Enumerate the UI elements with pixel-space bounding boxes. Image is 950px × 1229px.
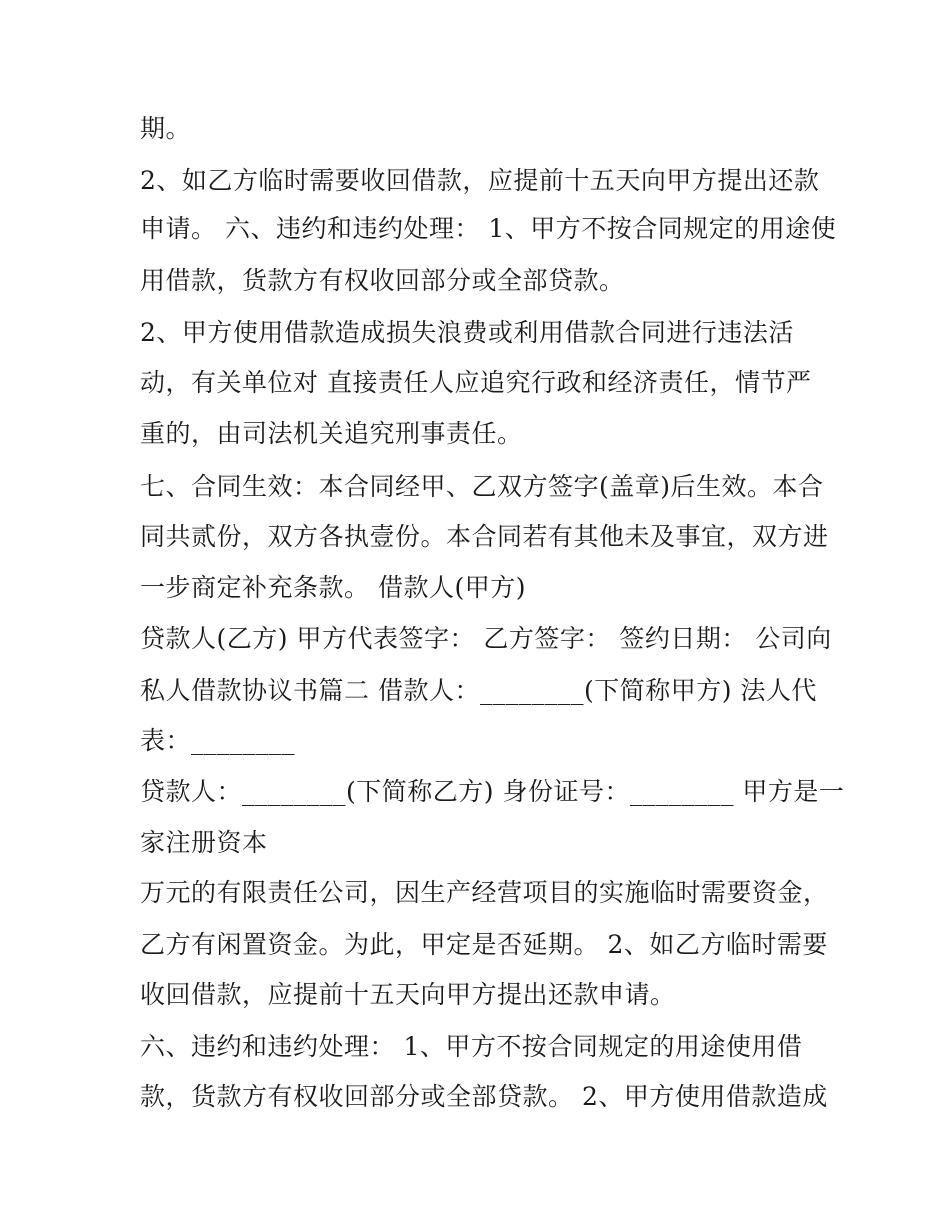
- text-line: 重的，由司法机关追究刑事责任。: [140, 419, 523, 448]
- text-line: 一步商定补充条款。 借款人(甲方): [140, 573, 526, 602]
- text-line: 贷款人：________(下简称乙方) 身份证号：________ 甲方是一: [140, 777, 845, 806]
- text-line: 款，货款方有权收回部分或全部贷款。 2、甲方使用借款造成: [140, 1082, 828, 1111]
- text-line: 表：________: [140, 726, 296, 755]
- text-line: 用借款，货款方有权收回部分或全部贷款。: [140, 266, 625, 295]
- text-line: 私人借款协议书篇二 借款人：________(下简称甲方) 法人代: [140, 676, 817, 705]
- text-line: 同共贰份，双方各执壹份。本合同若有其他未及事宜，双方进: [140, 522, 829, 551]
- text-line: 六、违约和违约处理： 1、甲方不按合同规定的用途使用借: [140, 1032, 803, 1061]
- text-line: 乙方有闲置资金。为此，甲定是否延期。 2、如乙方临时需要: [140, 930, 828, 959]
- text-line: 2、甲方使用借款造成损失浪费或利用借款合同进行违法活: [140, 318, 794, 347]
- text-line: 申请。 六、违约和违约处理： 1、甲方不按合同规定的用途使: [140, 214, 837, 243]
- text-line: 动，有关单位对 直接责任人应追究行政和经济责任，情节严: [140, 368, 812, 397]
- text-line: 贷款人(乙方) 甲方代表签字： 乙方签字： 签约日期： 公司向: [140, 624, 832, 653]
- text-line: 期。: [140, 114, 192, 143]
- text-line: 2、如乙方临时需要收回借款，应提前十五天向甲方提出还款: [140, 166, 820, 195]
- text-line: 收回借款，应提前十五天向甲方提出还款申请。: [140, 980, 676, 1009]
- text-line: 家注册资本: [140, 828, 268, 857]
- text-line: 七、合同生效：本合同经甲、乙双方签字(盖章)后生效。本合: [140, 472, 824, 501]
- text-line: 万元的有限责任公司，因生产经营项目的实施临时需要资金，: [140, 878, 829, 907]
